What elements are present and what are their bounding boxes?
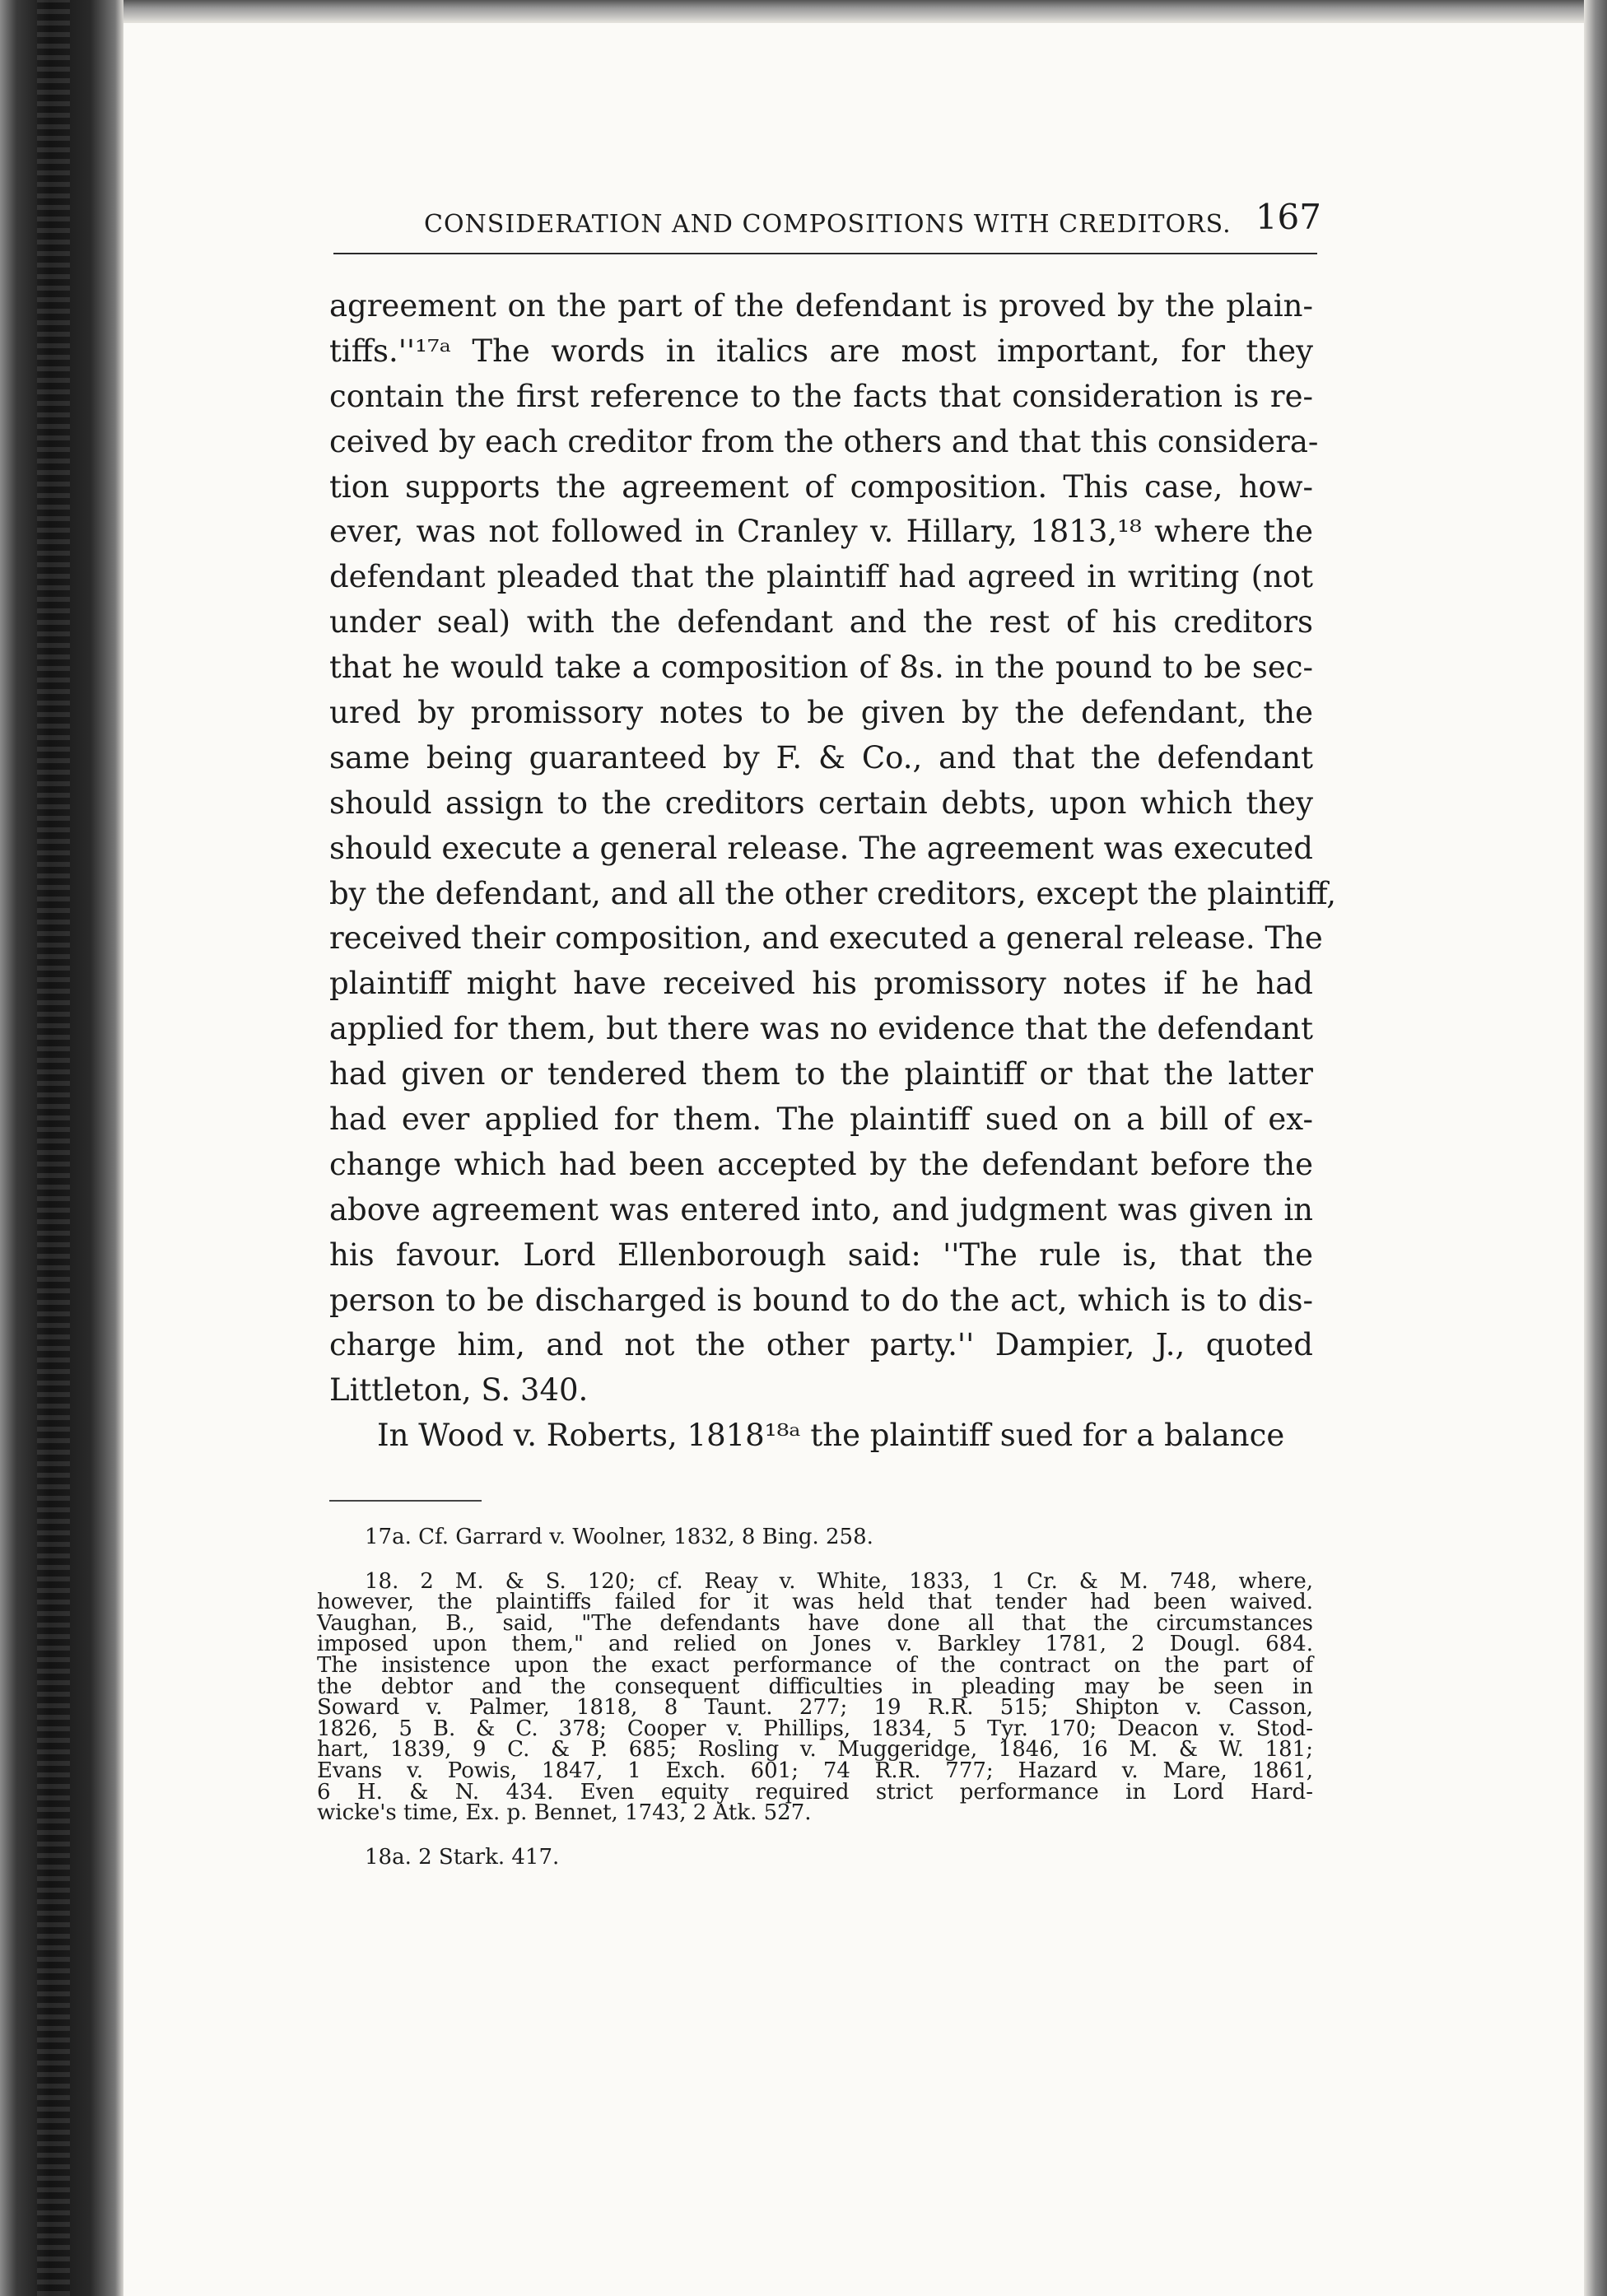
body-line: tiffs.''¹⁷ᵃ The words in italics are most important, for they xyxy=(329,333,1313,369)
footnote-line: Vaughan, B., said, "The defendants have done all that the circumstances xyxy=(317,1610,1313,1636)
body-line: received their composition, and executed a general release. The xyxy=(329,920,1323,957)
footnote-line: hart, 1839, 9 C. & P. 685; Rosling v. Muggeridge, 1846, 16 M. & W. 181; xyxy=(317,1737,1313,1763)
footnote-line: 17a. Cf. Garrard v. Woolner, 1832, 8 Bing. 258. xyxy=(365,1525,873,1549)
body-line: ceived by each creditor from the others and that this considera- xyxy=(329,423,1319,459)
running-title: CONSIDERATION AND COMPOSITIONS WITH CREDITORS. xyxy=(424,210,1232,239)
paragraph-start-line: In Wood v. Roberts, 1818¹⁸ᵃ the plaintiff sued for a balance xyxy=(377,1418,1285,1454)
body-line: ured by promissory notes to be given by the defendant, the xyxy=(329,695,1313,731)
body-line: agreement on the part of the defendant is proved by the plain- xyxy=(329,288,1313,324)
body-line: his favour. Lord Ellenborough said: ''The rule is, that the xyxy=(329,1236,1313,1273)
footnote-line: the debtor and the consequent difficulties in pleading may be seen in xyxy=(317,1674,1313,1699)
footnote-line: wicke's time, Ex. p. Bennet, 1743, 2 Atk. 527. xyxy=(317,1800,812,1826)
body-line: Littleton, S. 340. xyxy=(329,1372,589,1409)
body-line: same being guaranteed by F. & Co., and that the defendant xyxy=(329,739,1313,775)
body-line: tion supports the agreement of composition. This case, how- xyxy=(329,468,1313,505)
body-line: under seal) with the defendant and the rest of his creditors xyxy=(329,604,1313,640)
body-line: above agreement was entered into, and judgment was given in xyxy=(329,1191,1313,1227)
body-line: person to be discharged is bound to do the act, which is to dis- xyxy=(329,1282,1313,1318)
page-number: 167 xyxy=(1255,197,1321,237)
footnote-line: The insistence upon the exact performance of the contract on the part of xyxy=(317,1652,1313,1678)
right-scan-edge xyxy=(1584,0,1607,2296)
footnote-line: 6 H. & N. 434. Even equity required strict performance in Lord Hard- xyxy=(317,1779,1313,1805)
footnotes xyxy=(317,1527,1313,1891)
footnote-rule xyxy=(329,1500,482,1502)
running-head xyxy=(325,185,1321,243)
body-line: defendant pleaded that the plaintiff had agreed in writing (not xyxy=(329,559,1313,595)
header-rule xyxy=(333,253,1317,254)
body-line: change which had been accepted by the defendant before the xyxy=(329,1146,1313,1182)
body-text xyxy=(329,284,1337,1459)
body-line: had given or tendered them to the plaintiff or that the latter xyxy=(329,1056,1313,1092)
footnote-line: however, the plaintiffs failed for it was held that tender had been waived. xyxy=(317,1590,1313,1615)
footnote-line: 18a. 2 Stark. 417. xyxy=(365,1844,560,1870)
body-line: contain the first reference to the facts that consideration is re- xyxy=(329,378,1313,414)
body-line: should assign to the creditors certain debts, upon which they xyxy=(329,785,1313,821)
body-line: plaintiff might have received his promissory notes if he had xyxy=(329,966,1313,1002)
body-line: should execute a general release. The agreement was executed xyxy=(329,830,1313,866)
footnote-18a xyxy=(317,1844,1313,1870)
footnote-line: 18. 2 M. & S. 120; cf. Reay v. White, 1833, 1 Cr. & M. 748, where, xyxy=(365,1568,1313,1594)
footnote-17a xyxy=(317,1527,1313,1549)
footnote-line: imposed upon them," and relied on Jones v. Barkley 1781, 2 Dougl. 684. xyxy=(317,1632,1313,1657)
book-binding-edge xyxy=(0,0,123,2296)
body-line: had ever applied for them. The plaintiff sued on a bill of ex- xyxy=(329,1101,1313,1138)
body-line: by the defendant, and all the other creditors, except the plaintiff, xyxy=(329,875,1337,911)
footnote-line: 1826, 5 B. & C. 378; Cooper v. Phillips, 1834, 5 Tyr. 170; Deacon v. Stod- xyxy=(317,1716,1313,1741)
footnote-line: Evans v. Powis, 1847, 1 Exch. 601; 74 R.R. 777; Hazard v. Mare, 1861, xyxy=(317,1758,1313,1783)
footnote-18 xyxy=(317,1568,1313,1826)
body-line: applied for them, but there was no evidence that the defendant xyxy=(329,1011,1313,1047)
body-line: charge him, and not the other party.'' Dampier, J., quoted xyxy=(329,1327,1313,1363)
body-line: that he would take a composition of 8s. in the pound to be sec- xyxy=(329,650,1313,686)
top-scan-edge xyxy=(123,0,1607,23)
footnote-line: Soward v. Palmer, 1818, 8 Taunt. 277; 19 R.R. 515; Shipton v. Casson, xyxy=(317,1695,1313,1721)
body-line: ever, was not followed in Cranley v. Hillary, 1813,¹⁸ where the xyxy=(329,514,1313,550)
